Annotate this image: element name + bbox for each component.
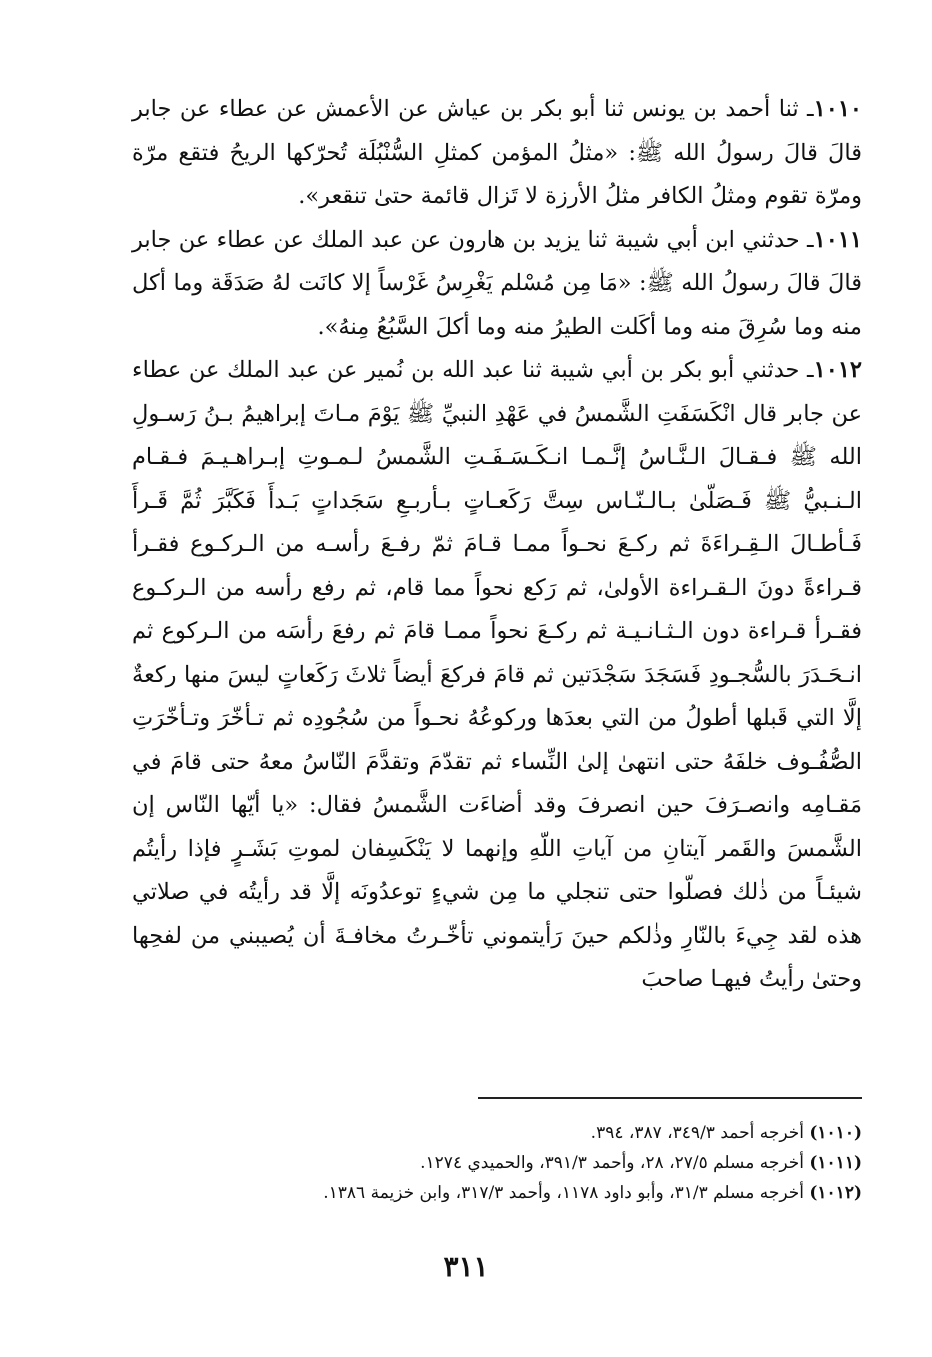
main-text <box>132 88 862 1002</box>
hadith-number: ١٠١٢ <box>813 357 862 383</box>
footnote-1010 <box>132 1118 862 1148</box>
hadith-number: ١٠١١ <box>813 226 862 253</box>
footnote-text: أخرجه أحمد ٣٤٩/٣، ٣٨٧، ٣٩٤. <box>590 1123 804 1143</box>
footnotes <box>132 1118 862 1208</box>
hadith-text: ـ حدثني ابن أبي شيبة ثنا يزيد بن هارون عن عبد الملك عن عطاء عن جابر قالَ قالَ رسولُ الله ﷺ: «مَا مِن مُسْلم يَغْرِسُ غَرْساً إلا كانَت لهُ صَدَقَة وما أكل منه وما سُرِقَ منه وما أكَلت الطيرُ منه وما أكلَ السَّبُعُ مِنهُ». <box>132 226 862 340</box>
hadith-text: ـ ثنا أحمد بن يونس ثنا أبو بكر بن عياش عن الأعمش عن عطاء عن جابر قالَ قالَ رسولُ الله ﷺ: «مثلُ المؤمن كمثلِ السُّنْبُلَة تُحرّكها الريحُ فتقع مرّة ومرّة تقوم ومثلُ الكافر مثلُ الأرزة لا تَزال قائمة حتىٰ تنقعر». <box>132 96 862 209</box>
footnote-1012 <box>132 1178 862 1208</box>
footnote-number: (١٠١١) <box>809 1153 862 1173</box>
hadith-1011 <box>132 219 862 350</box>
page-number: ٣١١ <box>443 1250 489 1283</box>
footnote-number: (١٠١٠) <box>809 1123 862 1143</box>
footnote-1011 <box>132 1148 862 1178</box>
footnote-text: أخرجه مسلم ٢٧/٥، ٢٨، وأحمد ٣٩١/٣، والحميدي ١٢٧٤. <box>420 1153 804 1173</box>
footnote-number: (١٠١٢) <box>809 1183 862 1203</box>
footnote-text: أخرجه مسلم ٣١/٣، وأبو داود ١١٧٨، وأحمد ٣١٧/٣، وابن خزيمة ١٣٨٦. <box>323 1183 804 1203</box>
hadith-1010 <box>132 88 862 219</box>
footnote-divider <box>478 1097 862 1099</box>
hadith-text: ـ حدثني أبو بكر بن أبي شيبة ثنا عبد الله بن نُمير عن عبد الملك عن عطاء عن جابر قال انْكَسَفَتِ الشَّمسُ في عَهْدِ النبيِّ ﷺ يَوْمَ مـاتَ إبراهيمُ بـنُ رَسـولِ الله ﷺ فـقـالَ الـنَّـاسُ إنَّـمـا انـكَـسَـفَـتِ الشَّمسُ لـمـوتِ إبـراهـيـمَ فـقـام الـنـبيُّ ﷺ فَـصَلّىٰ بـالـنّـاس سِتَّ رَكَعـاتٍ بـأربـعِ سَجَداتٍ بَـدأَ فَكَبَّرَ ثُمَّ قَـرأَ فَـأطـالَ الـقِـراءَةَ ثم ركـعَ نحـواً ممـا قـامَ ثمّ رفـعَ رأسـه من الـركـوع فقـرأ قـراءةً دونَ الـقـراءة الأولىٰ، ثم رَكع نحواً مما قام، ثم رفع رأسه من الـركـوع فقـرأ قـراءة دون الـثـانـيـة ثم ركـعَ نحواً ممـا قامَ ثم رفعَ رأسَه من الـركوع ثم انـحَـدَرَ بالسُّجـودِ فَسَجَدَ سَجْدَتين ثم قامَ فركعَ أيضاً ثلاثَ رَكَعاتٍ ليسَ منها ركعةٌ إلَّا التي قَبلها أطولُ من التي بعدَها وركوعُهُ نحـواً من سُجُودِه ثم تـأخّرَ وتـأخّرَتِ الصُّفُـوف خلفَهُ حتى انتهىٰ إلىٰ النِّساء ثم تقدّمَ وتقدَّمَ النّاسُ معهُ حتى قامَ في مَقـامِه وانصـرَفَ حين انصرفَ وقد أضاءَت الشَّمسُ فقال: «يا أيّها النّاس إن الشَّمسَ والقَمر آيتانِ من آياتِ اللّهِ وإنهما لا يَنْكَسِفان لموتِ بَشَـرٍ فإذا رأيتُم شيئـاً من ذٰلك فصلّوا حتى تنجلي ما مِن شيءٍ توعدُونَه إلَّا قد رأيتُه في صلاتي هذه لقد جِيءَ بالنّارِ وذٰلكم حينَ رَأيتموني تأخّـرتُ مخافـةَ أن يُصيبني من لفحِها وحتىٰ رأيتُ فيهـا صاحبَ <box>132 357 862 992</box>
hadith-number: ١٠١٠ <box>813 96 862 122</box>
hadith-1012 <box>132 349 862 1002</box>
